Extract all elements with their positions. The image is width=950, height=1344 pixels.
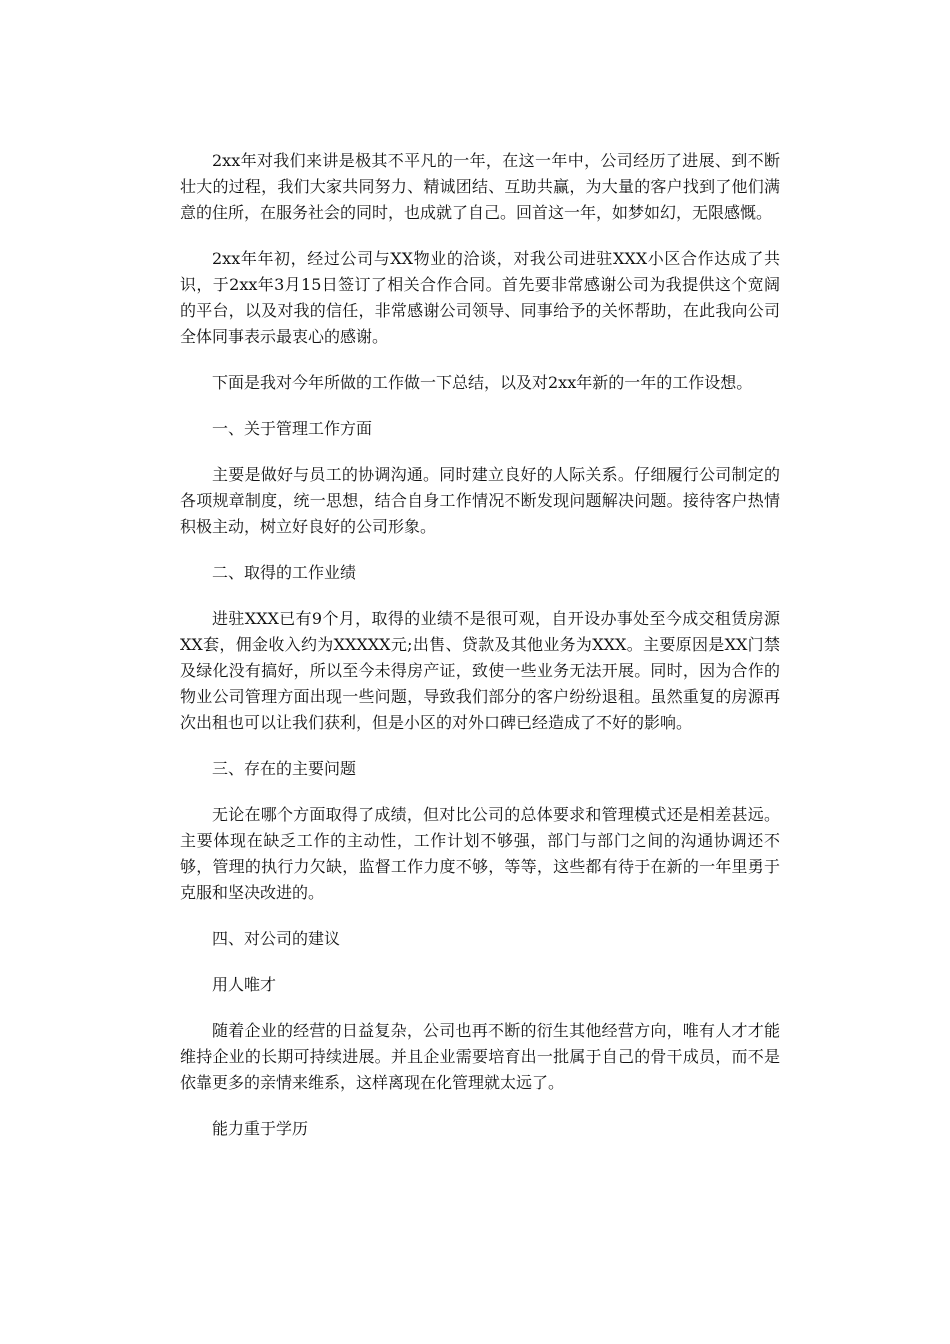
intro-paragraph: 2xx年对我们来讲是极其不平凡的一年，在这一年中，公司经历了进展、到不断壮大的过程，我们大家共同努力、精诚团结、互助共赢，为大量的客户找到了他们满意的住所，在服务社会的同时，也成就了自己。回首这一年，如梦如幻，无限感慨。: [180, 151, 780, 222]
document-page: [180, 148, 780, 1162]
talent-paragraph: 随着企业的经营的日益复杂，公司也再不断的衍生其他经营方向，唯有人才才能维持企业的长期可持续进展。并且企业需要培育出一批属于自己的骨干成员，而不是依靠更多的亲情来维系，这样离现在化管理就太远了。: [180, 1021, 780, 1092]
section-heading-suggestions: 四、对公司的建议: [212, 929, 341, 948]
summary-intro-paragraph: 下面是我对今年所做的工作做一下总结，以及对2xx年新的一年的工作设想。: [212, 373, 753, 392]
section-heading-problems: 三、存在的主要问题: [212, 759, 357, 778]
section-heading-achievements: 二、取得的工作业绩: [212, 563, 357, 582]
subheading-ability: 能力重于学历: [212, 1119, 309, 1138]
cooperation-paragraph: 2xx年年初，经过公司与XX物业的洽谈，对我公司进驻XXX小区合作达成了共识，于2xx年3月15日签订了相关合作合同。首先要非常感谢公司为我提供这个宽阔的平台，以及对我的信任，非常感谢公司领导、同事给予的关怀帮助，在此我向公司全体同事表示最衷心的感谢。: [180, 249, 780, 346]
section-heading-management: 一、关于管理工作方面: [212, 419, 373, 438]
problems-paragraph: 无论在哪个方面取得了成绩，但对比公司的总体要求和管理模式还是相差甚远。主要体现在缺乏工作的主动性，工作计划不够强，部门与部门之间的沟通协调还不够，管理的执行力欠缺，监督工作力度不够，等等，这些都有待于在新的一年里勇于克服和坚决改进的。: [180, 805, 780, 902]
achievements-paragraph: 进驻XXX已有9个月，取得的业绩不是很可观，自开设办事处至今成交租赁房源XX套，佣金收入约为XXXXX元;出售、贷款及其他业务为XXX。主要原因是XX门禁及绿化没有搞好，所以至今未得房产证，致使一些业务无法开展。同时，因为合作的物业公司管理方面出现一些问题，导致我们部分的客户纷纷退租。虽然重复的房源再次出租也可以让我们获利，但是小区的对外口碑已经造成了不好的影响。: [180, 609, 780, 732]
subheading-talent: 用人唯才: [212, 975, 277, 994]
management-paragraph: 主要是做好与员工的协调沟通。同时建立良好的人际关系。仔细履行公司制定的各项规章制度，统一思想，结合自身工作情况不断发现问题解决问题。接待客户热情积极主动，树立好良好的公司形象。: [180, 465, 780, 536]
